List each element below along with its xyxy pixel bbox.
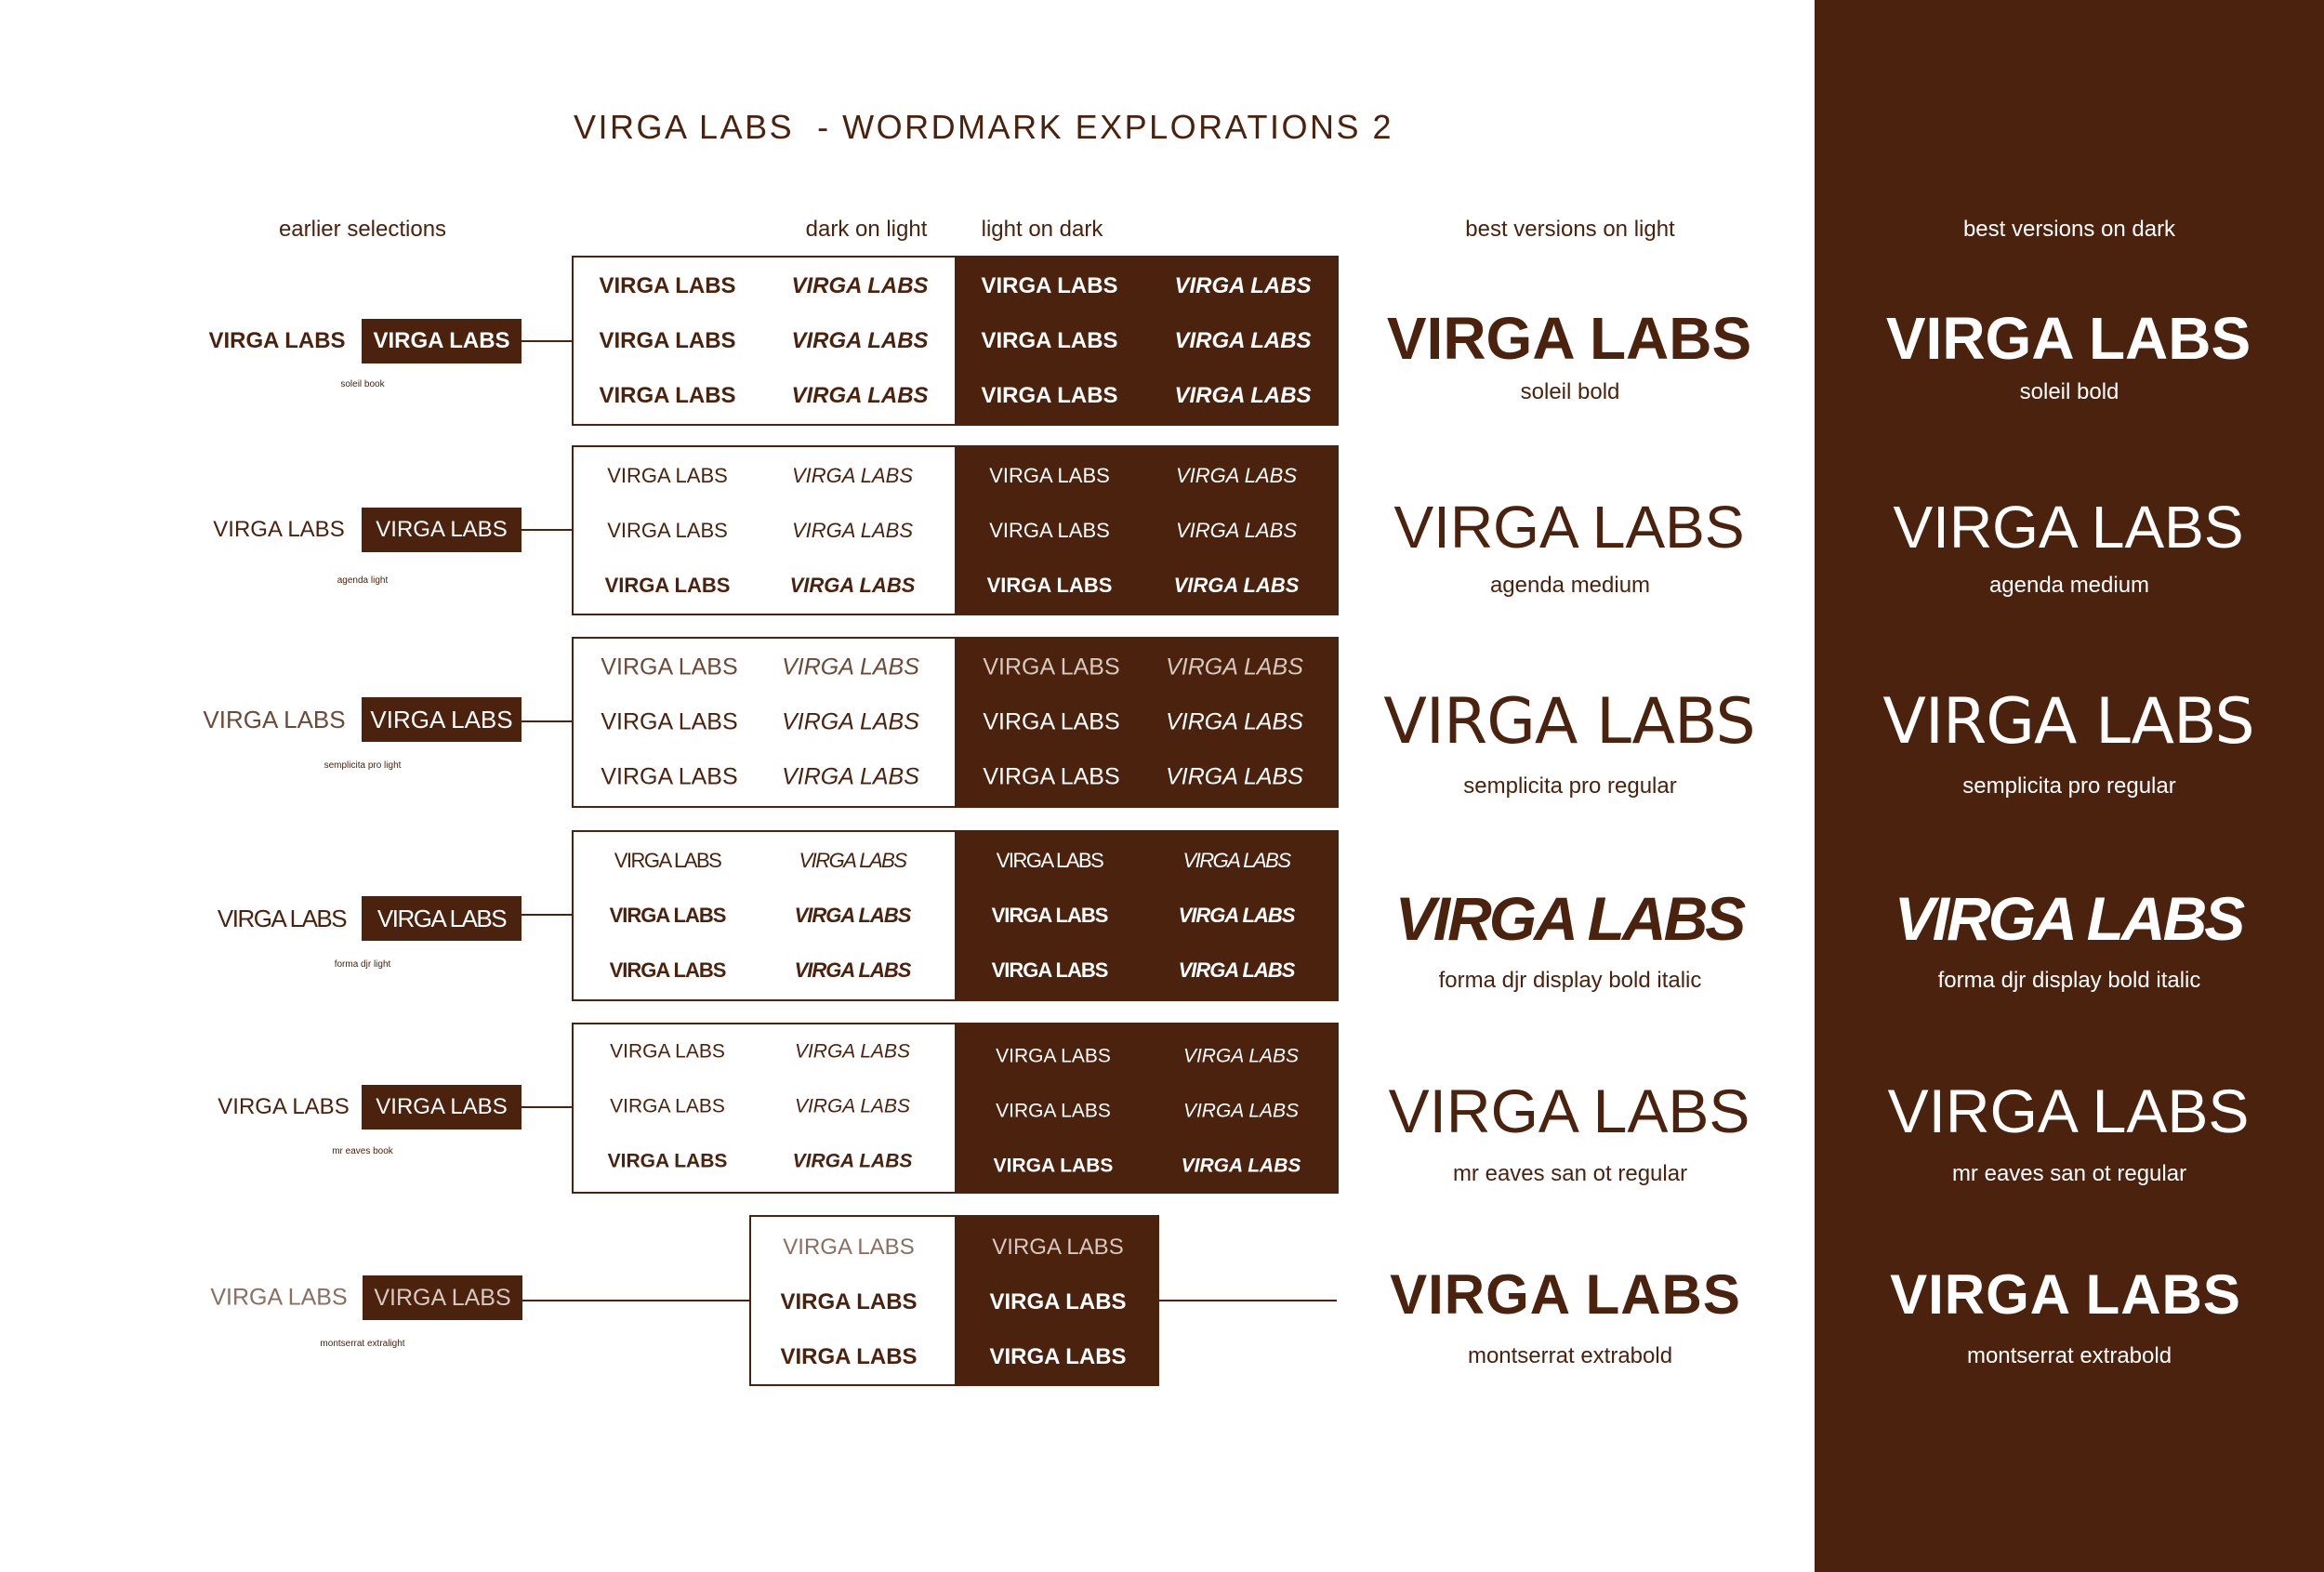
variant-dark-regular-2: VIRGA LABS: [996, 1100, 1111, 1122]
earlier-caption: agenda light: [337, 575, 389, 586]
variant-light-italic-2: VIRGA LABS: [791, 519, 914, 542]
variant-dark-regular-3: VIRGA LABS: [989, 1344, 1127, 1369]
best-wordmark-dark: VIRGA LABS: [1887, 1077, 2250, 1145]
best-caption-light: montserrat extrabold: [1467, 1343, 1673, 1368]
best-wordmark-light: VIRGA LABS: [1383, 685, 1755, 759]
variant-dark-regular-3: VIRGA LABS: [986, 574, 1113, 597]
best-wordmark-dark: VIRGA LABS: [1893, 494, 2244, 561]
variant-light-regular-2: VIRGA LABS: [609, 904, 726, 927]
variant-dark-italic-3: VIRGA LABS: [1174, 383, 1312, 408]
variant-light-regular-3: VIRGA LABS: [601, 763, 738, 790]
variant-dark-italic-2: VIRGA LABS: [1178, 904, 1295, 927]
variant-dark-italic-1: VIRGA LABS: [1174, 273, 1312, 298]
connector-line: [522, 914, 573, 916]
connector-line: [522, 1106, 573, 1108]
variant-dark-regular-3: VIRGA LABS: [981, 383, 1118, 408]
variant-dark-italic-2: VIRGA LABS: [1174, 328, 1312, 353]
earlier-wordmark-dark: VIRGA LABS: [363, 1275, 522, 1320]
best-wordmark-light: VIRGA LABS: [1390, 1263, 1741, 1326]
variant-light-regular-2: VIRGA LABS: [780, 1289, 918, 1314]
connector-line: [522, 529, 573, 531]
variant-grid: [572, 1023, 1339, 1194]
earlier-caption: forma djr light: [334, 959, 391, 970]
best-wordmark-light: VIRGA LABS: [1388, 1077, 1750, 1145]
variant-dark-italic-3: VIRGA LABS: [1178, 958, 1295, 982]
variant-light-italic-1: VIRGA LABS: [794, 1040, 911, 1063]
variant-dark-italic-2: VIRGA LABS: [1175, 519, 1298, 542]
variant-light-regular-3: VIRGA LABS: [780, 1344, 918, 1369]
earlier-wordmark-dark: VIRGA LABS: [362, 319, 522, 363]
earlier-wordmark-dark: VIRGA LABS: [362, 896, 522, 941]
best-wordmark-dark: VIRGA LABS: [1885, 305, 2251, 372]
variant-dark-regular-1: VIRGA LABS: [981, 273, 1118, 298]
earlier-wordmark-light: VIRGA LABS: [210, 1284, 348, 1311]
variant-light-regular-2: VIRGA LABS: [610, 1095, 725, 1117]
header-earlier-selections: earlier selections: [278, 217, 447, 242]
earlier-caption: mr eaves book: [332, 1146, 393, 1156]
best-wordmark-light: VIRGA LABS: [1393, 494, 1745, 561]
variant-grid: [572, 445, 1339, 615]
variant-light-italic-3: VIRGA LABS: [794, 958, 911, 982]
earlier-wordmark-dark: VIRGA LABS: [362, 1085, 522, 1129]
header-dark-on-light: dark on light: [805, 217, 928, 242]
earlier-wordmark-light: VIRGA LABS: [213, 517, 345, 542]
variant-dark-regular-2: VIRGA LABS: [983, 708, 1120, 735]
best-wordmark-dark: VIRGA LABS: [1894, 884, 2243, 953]
variant-dark-italic-1: VIRGA LABS: [1182, 849, 1290, 872]
earlier-wordmark-light: VIRGA LABS: [218, 1094, 350, 1119]
variant-light-italic-3: VIRGA LABS: [782, 763, 919, 790]
variant-light-italic-1: VIRGA LABS: [791, 464, 914, 487]
variant-dark-italic-3: VIRGA LABS: [1181, 1155, 1301, 1177]
page-title: VIRGA LABS - WORDMARK EXPLORATIONS 2: [574, 108, 1394, 146]
variant-light-regular-1: VIRGA LABS: [601, 654, 738, 680]
earlier-wordmark-dark: VIRGA LABS: [362, 697, 522, 742]
earlier-caption: montserrat extralight: [320, 1339, 405, 1349]
earlier-caption: soleil book: [340, 379, 385, 390]
variant-dark-regular-2: VIRGA LABS: [981, 328, 1118, 353]
connector-line-left: [522, 1300, 751, 1301]
connector-line: [522, 720, 573, 722]
best-wordmark-dark: VIRGA LABS: [1890, 1263, 2241, 1326]
earlier-wordmark-dark: VIRGA LABS: [362, 508, 522, 552]
variant-light-regular-3: VIRGA LABS: [609, 958, 726, 982]
variant-light-regular-1: VIRGA LABS: [783, 1235, 915, 1260]
variant-light-regular-2: VIRGA LABS: [607, 519, 728, 542]
best-caption-light: agenda medium: [1489, 573, 1651, 598]
variant-light-regular-3: VIRGA LABS: [607, 1150, 728, 1172]
header-best-on-light: best versions on light: [1465, 217, 1675, 242]
earlier-caption: semplicita pro light: [324, 760, 402, 771]
variant-dark-italic-2: VIRGA LABS: [1182, 1100, 1300, 1122]
variant-dark-italic-1: VIRGA LABS: [1166, 654, 1303, 680]
best-wordmark-light: VIRGA LABS: [1386, 305, 1752, 372]
variant-dark-regular-1: VIRGA LABS: [983, 654, 1120, 680]
best-caption-light: forma djr display bold italic: [1438, 968, 1702, 993]
variant-light-italic-1: VIRGA LABS: [782, 654, 919, 680]
variant-dark-regular-1: VIRGA LABS: [996, 849, 1103, 872]
variant-light-italic-3: VIRGA LABS: [792, 1150, 913, 1172]
variant-light-italic-2: VIRGA LABS: [791, 328, 929, 353]
variant-dark-italic-1: VIRGA LABS: [1182, 1045, 1300, 1067]
connector-line-right: [1157, 1300, 1337, 1301]
variant-light-italic-1: VIRGA LABS: [799, 849, 906, 872]
variant-light-regular-1: VIRGA LABS: [599, 273, 736, 298]
variant-dark-italic-1: VIRGA LABS: [1175, 464, 1298, 487]
variant-grid: [572, 256, 1339, 426]
variant-dark-regular-2: VIRGA LABS: [991, 904, 1108, 927]
best-wordmark-light: VIRGA LABS: [1394, 884, 1744, 953]
variant-dark-italic-3: VIRGA LABS: [1173, 574, 1300, 597]
variant-dark-regular-3: VIRGA LABS: [991, 958, 1108, 982]
variant-light-italic-3: VIRGA LABS: [789, 574, 916, 597]
variant-grid: [572, 637, 1339, 808]
variant-dark-regular-1: VIRGA LABS: [989, 464, 1110, 487]
variant-dark-regular-1: VIRGA LABS: [996, 1045, 1111, 1067]
best-caption-dark: mr eaves san ot regular: [1951, 1161, 2187, 1186]
variant-light-regular-1: VIRGA LABS: [614, 849, 721, 872]
best-caption-light: soleil bold: [1520, 379, 1620, 404]
earlier-wordmark-light: VIRGA LABS: [208, 328, 346, 353]
best-caption-light: mr eaves san ot regular: [1452, 1161, 1688, 1186]
variant-dark-regular-3: VIRGA LABS: [993, 1155, 1114, 1177]
header-best-on-dark: best versions on dark: [1962, 217, 2176, 242]
variant-grid: [749, 1215, 1159, 1386]
variant-light-italic-1: VIRGA LABS: [791, 273, 929, 298]
variant-light-italic-3: VIRGA LABS: [791, 383, 929, 408]
variant-light-italic-2: VIRGA LABS: [794, 904, 911, 927]
variant-dark-italic-3: VIRGA LABS: [1166, 763, 1303, 790]
best-caption-dark: semplicita pro regular: [1962, 773, 2176, 799]
best-caption-dark: soleil bold: [2019, 379, 2119, 404]
best-caption-light: semplicita pro regular: [1463, 773, 1677, 799]
variant-light-regular-1: VIRGA LABS: [610, 1040, 725, 1063]
header-light-on-dark: light on dark: [981, 217, 1103, 242]
earlier-wordmark-light: VIRGA LABS: [203, 706, 346, 733]
variant-grid: [572, 830, 1339, 1001]
variant-light-regular-2: VIRGA LABS: [601, 708, 738, 735]
earlier-wordmark-light: VIRGA LABS: [217, 905, 347, 932]
best-caption-dark: forma djr display bold italic: [1937, 968, 2201, 993]
variant-light-regular-3: VIRGA LABS: [599, 383, 736, 408]
variant-light-regular-3: VIRGA LABS: [604, 574, 731, 597]
best-wordmark-dark: VIRGA LABS: [1882, 685, 2254, 759]
variant-dark-regular-2: VIRGA LABS: [989, 1289, 1127, 1314]
variant-light-italic-2: VIRGA LABS: [782, 708, 919, 735]
variant-light-regular-1: VIRGA LABS: [607, 464, 728, 487]
variant-dark-regular-1: VIRGA LABS: [992, 1235, 1124, 1260]
variant-dark-regular-2: VIRGA LABS: [989, 519, 1110, 542]
connector-line: [522, 340, 573, 342]
best-caption-dark: agenda medium: [1988, 573, 2150, 598]
variant-light-regular-2: VIRGA LABS: [599, 328, 736, 353]
best-caption-dark: montserrat extrabold: [1966, 1343, 2172, 1368]
variant-dark-regular-3: VIRGA LABS: [983, 763, 1120, 790]
variant-dark-italic-2: VIRGA LABS: [1166, 708, 1303, 735]
variant-light-italic-2: VIRGA LABS: [794, 1095, 911, 1117]
